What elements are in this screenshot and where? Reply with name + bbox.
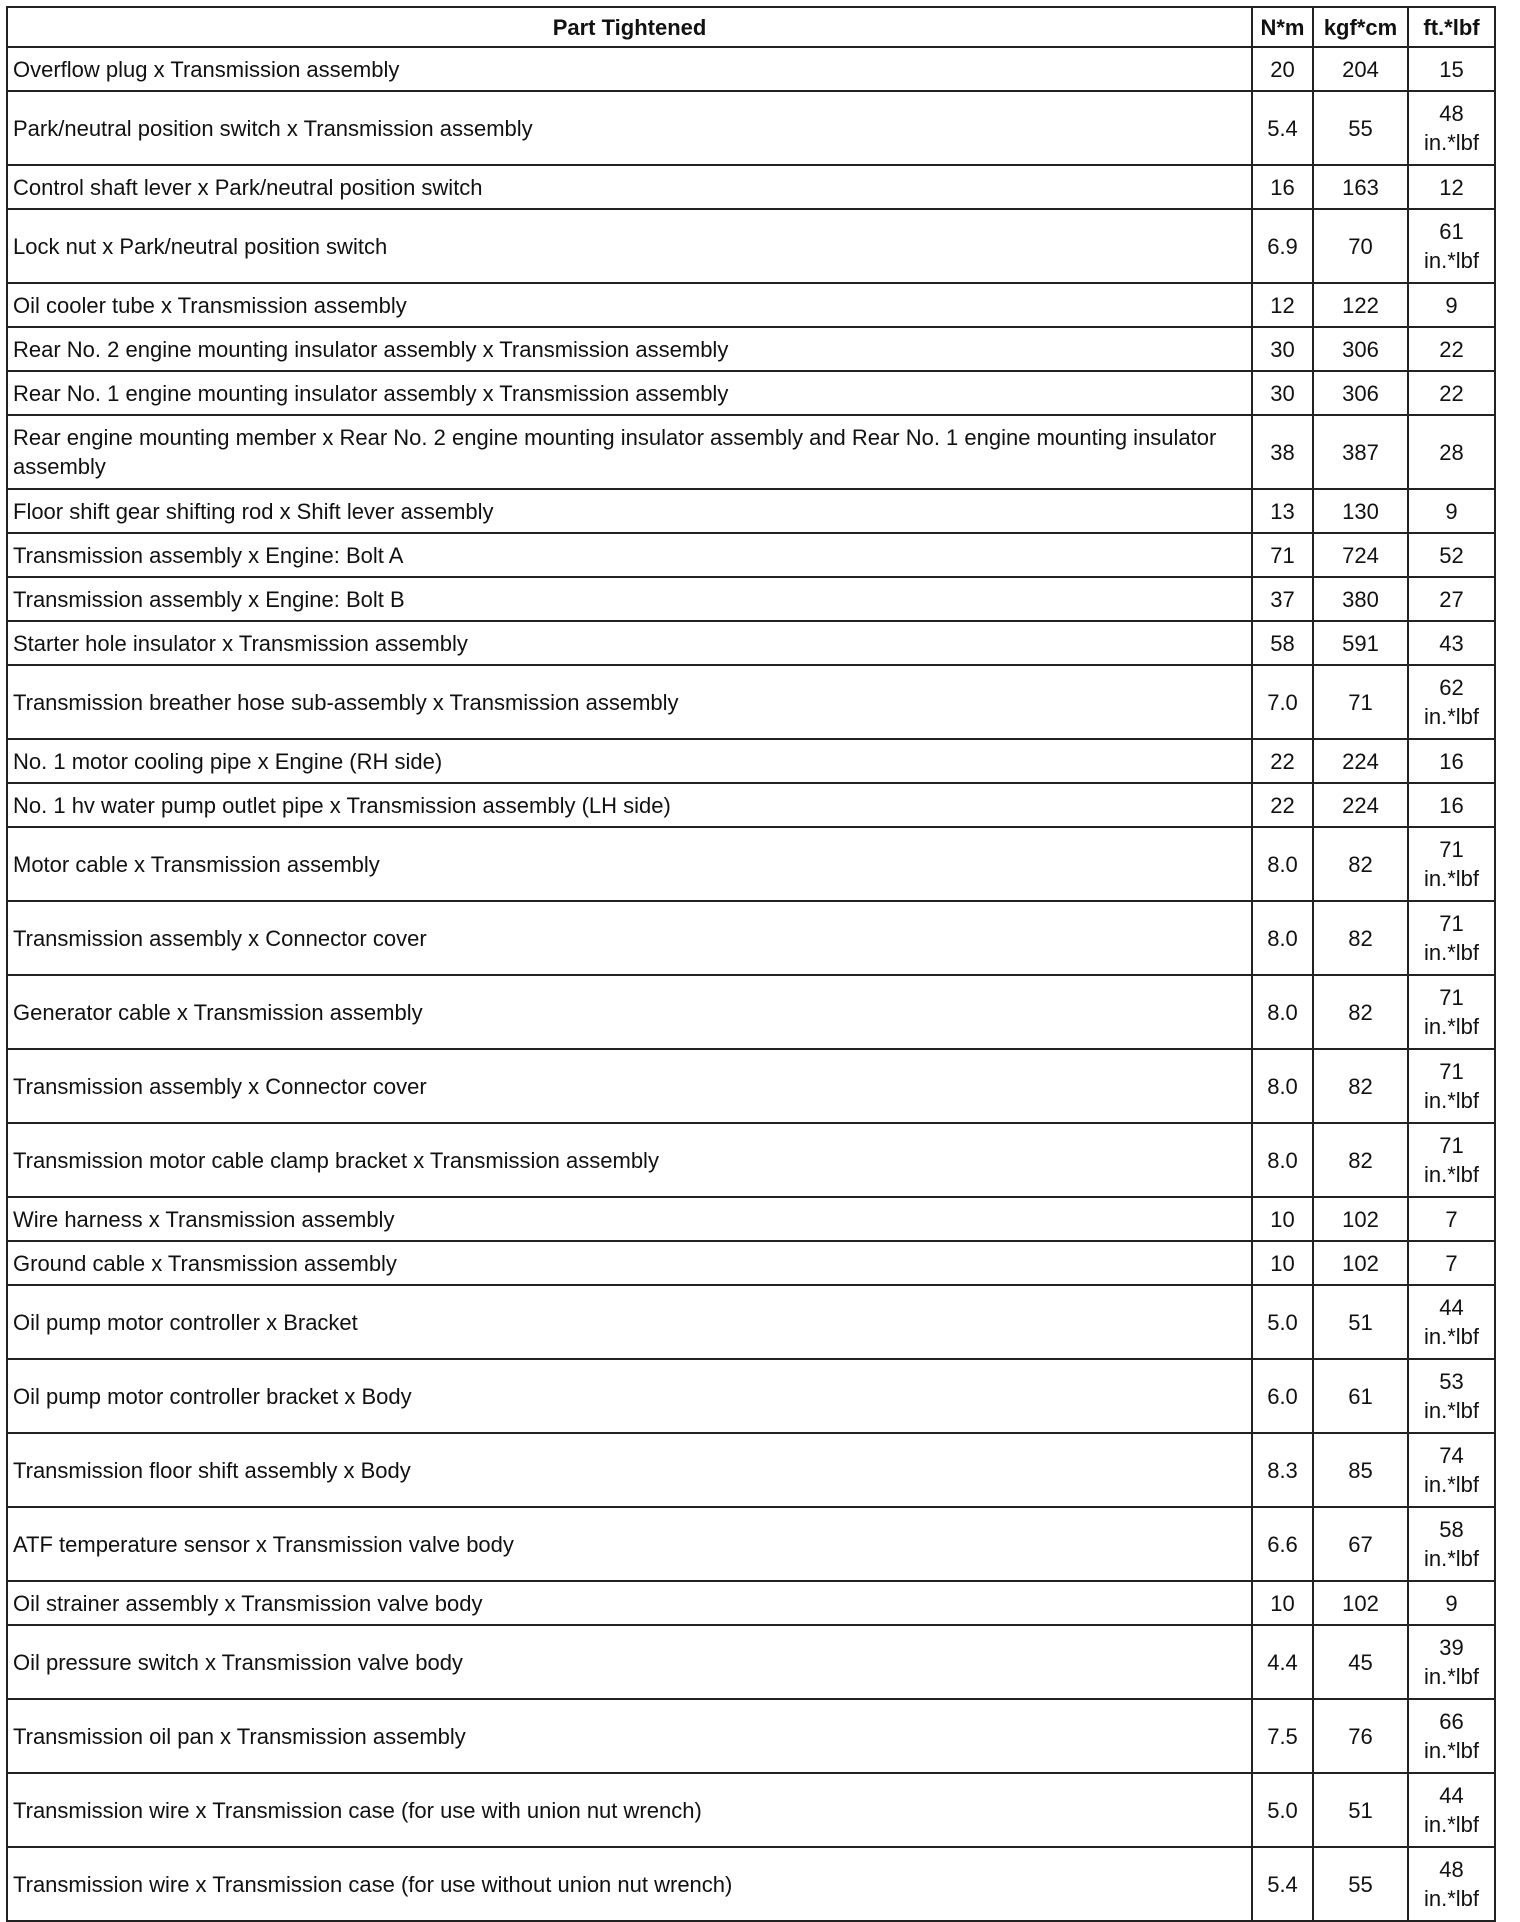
table-row	[7, 327, 1495, 371]
table-row	[7, 665, 1495, 739]
ft-lbf-value-cell	[1408, 975, 1495, 1049]
torque-specification-table	[6, 6, 1496, 1922]
header-nm: N*m	[1252, 7, 1313, 47]
torque-value: 12	[1439, 174, 1464, 200]
part-tightened-cell: Oil cooler tube x Transmission assembly	[7, 283, 1252, 327]
nm-value-cell: 8.3	[1252, 1433, 1313, 1507]
kgf-cm-value-cell: 67	[1313, 1507, 1408, 1581]
kgf-cm-value-cell: 55	[1313, 1847, 1408, 1921]
part-tightened-cell: Transmission wire x Transmission case (for use without union nut wrench)	[7, 1847, 1252, 1921]
table-row	[7, 1699, 1495, 1773]
table-row	[7, 1433, 1495, 1507]
torque-value: 62	[1439, 675, 1464, 700]
nm-value-cell: 6.9	[1252, 209, 1313, 283]
torque-value: 44	[1439, 1783, 1464, 1808]
ft-lbf-value-cell	[1408, 739, 1495, 783]
part-tightened-cell: Oil pump motor controller x Bracket	[7, 1285, 1252, 1359]
kgf-cm-value-cell: 163	[1313, 165, 1408, 209]
torque-value: 16	[1439, 748, 1464, 774]
kgf-cm-value-cell: 102	[1313, 1581, 1408, 1625]
ft-lbf-value-cell	[1408, 1433, 1495, 1507]
table-row	[7, 1285, 1495, 1359]
part-tightened-cell: Transmission floor shift assembly x Body	[7, 1433, 1252, 1507]
ft-lbf-value-cell	[1408, 901, 1495, 975]
kgf-cm-value-cell: 70	[1313, 209, 1408, 283]
header-kgf-cm: kgf*cm	[1313, 7, 1408, 47]
table-row	[7, 165, 1495, 209]
ft-lbf-value-cell	[1408, 371, 1495, 415]
torque-value: 48	[1439, 101, 1464, 126]
kgf-cm-value-cell: 61	[1313, 1359, 1408, 1433]
nm-value-cell: 58	[1252, 621, 1313, 665]
ft-lbf-value-cell	[1408, 827, 1495, 901]
nm-value-cell: 5.0	[1252, 1773, 1313, 1847]
torque-value: 9	[1445, 1590, 1458, 1616]
ft-lbf-value-cell	[1408, 47, 1495, 91]
table-row	[7, 209, 1495, 283]
kgf-cm-value-cell: 224	[1313, 739, 1408, 783]
nm-value-cell: 12	[1252, 283, 1313, 327]
torque-unit-label: in.*lbf	[1423, 1162, 1480, 1187]
torque-unit-label: in.*lbf	[1423, 866, 1480, 891]
torque-value: 43	[1439, 630, 1464, 656]
part-tightened-cell: Transmission assembly x Connector cover	[7, 1049, 1252, 1123]
ft-lbf-value-cell	[1408, 91, 1495, 165]
ft-lbf-value-cell	[1408, 415, 1495, 489]
kgf-cm-value-cell: 82	[1313, 1123, 1408, 1197]
torque-value: 71	[1439, 1133, 1464, 1158]
table-row	[7, 739, 1495, 783]
part-tightened-cell: Rear engine mounting member x Rear No. 2 engine mounting insulator assembly and Rear No. 1 engine mounting insulator assembly	[7, 415, 1252, 489]
torque-unit-label: in.*lbf	[1423, 1014, 1480, 1039]
nm-value-cell: 6.0	[1252, 1359, 1313, 1433]
torque-unit-label: in.*lbf	[1423, 1546, 1480, 1571]
part-tightened-cell: Overflow plug x Transmission assembly	[7, 47, 1252, 91]
table-row	[7, 975, 1495, 1049]
kgf-cm-value-cell: 380	[1313, 577, 1408, 621]
torque-value: 9	[1445, 292, 1458, 318]
ft-lbf-value-cell	[1408, 533, 1495, 577]
nm-value-cell: 5.0	[1252, 1285, 1313, 1359]
kgf-cm-value-cell: 82	[1313, 1049, 1408, 1123]
torque-value: 53	[1439, 1369, 1464, 1394]
table-row	[7, 577, 1495, 621]
part-tightened-cell: Transmission assembly x Connector cover	[7, 901, 1252, 975]
table-body	[7, 47, 1495, 1921]
nm-value-cell: 22	[1252, 739, 1313, 783]
nm-value-cell: 10	[1252, 1241, 1313, 1285]
nm-value-cell: 22	[1252, 783, 1313, 827]
nm-value-cell: 30	[1252, 371, 1313, 415]
ft-lbf-value-cell	[1408, 1581, 1495, 1625]
nm-value-cell: 30	[1252, 327, 1313, 371]
part-tightened-cell: Transmission motor cable clamp bracket x Transmission assembly	[7, 1123, 1252, 1197]
ft-lbf-value-cell	[1408, 783, 1495, 827]
part-tightened-cell: Rear No. 1 engine mounting insulator assembly x Transmission assembly	[7, 371, 1252, 415]
table-row	[7, 827, 1495, 901]
part-tightened-cell: Ground cable x Transmission assembly	[7, 1241, 1252, 1285]
kgf-cm-value-cell: 102	[1313, 1197, 1408, 1241]
kgf-cm-value-cell: 51	[1313, 1285, 1408, 1359]
torque-value: 58	[1439, 1517, 1464, 1542]
torque-value: 9	[1445, 498, 1458, 524]
table-row	[7, 1241, 1495, 1285]
header-part-tightened: Part Tightened	[7, 7, 1252, 47]
nm-value-cell: 4.4	[1252, 1625, 1313, 1699]
table-row	[7, 901, 1495, 975]
part-tightened-cell: Wire harness x Transmission assembly	[7, 1197, 1252, 1241]
table-row	[7, 489, 1495, 533]
ft-lbf-value-cell	[1408, 1241, 1495, 1285]
nm-value-cell: 8.0	[1252, 827, 1313, 901]
part-tightened-cell: Floor shift gear shifting rod x Shift lever assembly	[7, 489, 1252, 533]
torque-unit-label: in.*lbf	[1423, 1664, 1480, 1689]
part-tightened-cell: ATF temperature sensor x Transmission valve body	[7, 1507, 1252, 1581]
table-row	[7, 91, 1495, 165]
part-tightened-cell: Transmission wire x Transmission case (for use with union nut wrench)	[7, 1773, 1252, 1847]
nm-value-cell: 71	[1252, 533, 1313, 577]
table-row	[7, 1773, 1495, 1847]
table-row	[7, 1359, 1495, 1433]
kgf-cm-value-cell: 102	[1313, 1241, 1408, 1285]
table-row	[7, 533, 1495, 577]
torque-value: 52	[1439, 542, 1464, 568]
nm-value-cell: 10	[1252, 1197, 1313, 1241]
torque-value: 39	[1439, 1635, 1464, 1660]
kgf-cm-value-cell: 387	[1313, 415, 1408, 489]
ft-lbf-value-cell	[1408, 1123, 1495, 1197]
torque-value: 7	[1445, 1206, 1458, 1232]
part-tightened-cell: Starter hole insulator x Transmission assembly	[7, 621, 1252, 665]
kgf-cm-value-cell: 82	[1313, 975, 1408, 1049]
nm-value-cell: 8.0	[1252, 1049, 1313, 1123]
torque-value: 48	[1439, 1857, 1464, 1882]
part-tightened-cell: No. 1 motor cooling pipe x Engine (RH side)	[7, 739, 1252, 783]
torque-unit-label: in.*lbf	[1423, 1088, 1480, 1113]
kgf-cm-value-cell: 724	[1313, 533, 1408, 577]
table-row	[7, 1123, 1495, 1197]
torque-unit-label: in.*lbf	[1423, 704, 1480, 729]
table-row	[7, 621, 1495, 665]
ft-lbf-value-cell	[1408, 327, 1495, 371]
part-tightened-cell: Rear No. 2 engine mounting insulator assembly x Transmission assembly	[7, 327, 1252, 371]
ft-lbf-value-cell	[1408, 1049, 1495, 1123]
part-tightened-cell: Control shaft lever x Park/neutral position switch	[7, 165, 1252, 209]
kgf-cm-value-cell: 224	[1313, 783, 1408, 827]
torque-unit-label: in.*lbf	[1423, 130, 1480, 155]
kgf-cm-value-cell: 82	[1313, 901, 1408, 975]
ft-lbf-value-cell	[1408, 209, 1495, 283]
nm-value-cell: 5.4	[1252, 1847, 1313, 1921]
torque-value: 27	[1439, 586, 1464, 612]
part-tightened-cell: Oil strainer assembly x Transmission valve body	[7, 1581, 1252, 1625]
kgf-cm-value-cell: 122	[1313, 283, 1408, 327]
kgf-cm-value-cell: 591	[1313, 621, 1408, 665]
ft-lbf-value-cell	[1408, 1285, 1495, 1359]
nm-value-cell: 5.4	[1252, 91, 1313, 165]
nm-value-cell: 7.0	[1252, 665, 1313, 739]
table-row	[7, 283, 1495, 327]
ft-lbf-value-cell	[1408, 1359, 1495, 1433]
table-row	[7, 1581, 1495, 1625]
nm-value-cell: 8.0	[1252, 901, 1313, 975]
kgf-cm-value-cell: 71	[1313, 665, 1408, 739]
part-tightened-cell: No. 1 hv water pump outlet pipe x Transmission assembly (LH side)	[7, 783, 1252, 827]
torque-value: 15	[1439, 56, 1464, 82]
torque-value: 7	[1445, 1250, 1458, 1276]
part-tightened-cell: Transmission oil pan x Transmission assembly	[7, 1699, 1252, 1773]
ft-lbf-value-cell	[1408, 1197, 1495, 1241]
part-tightened-cell: Lock nut x Park/neutral position switch	[7, 209, 1252, 283]
table-row	[7, 415, 1495, 489]
torque-value: 71	[1439, 837, 1464, 862]
torque-unit-label: in.*lbf	[1423, 1324, 1480, 1349]
table-row	[7, 371, 1495, 415]
part-tightened-cell: Oil pressure switch x Transmission valve body	[7, 1625, 1252, 1699]
table-row	[7, 1847, 1495, 1921]
torque-value: 71	[1439, 1059, 1464, 1084]
header-ft-lbf: ft.*lbf	[1408, 7, 1495, 47]
nm-value-cell: 38	[1252, 415, 1313, 489]
torque-value: 22	[1439, 336, 1464, 362]
kgf-cm-value-cell: 55	[1313, 91, 1408, 165]
part-tightened-cell: Park/neutral position switch x Transmission assembly	[7, 91, 1252, 165]
ft-lbf-value-cell	[1408, 283, 1495, 327]
kgf-cm-value-cell: 130	[1313, 489, 1408, 533]
ft-lbf-value-cell	[1408, 165, 1495, 209]
kgf-cm-value-cell: 51	[1313, 1773, 1408, 1847]
nm-value-cell: 6.6	[1252, 1507, 1313, 1581]
part-tightened-cell: Transmission breather hose sub-assembly x Transmission assembly	[7, 665, 1252, 739]
torque-unit-label: in.*lbf	[1423, 1738, 1480, 1763]
table-row	[7, 47, 1495, 91]
kgf-cm-value-cell: 306	[1313, 371, 1408, 415]
part-tightened-cell: Generator cable x Transmission assembly	[7, 975, 1252, 1049]
kgf-cm-value-cell: 85	[1313, 1433, 1408, 1507]
torque-unit-label: in.*lbf	[1423, 1472, 1480, 1497]
ft-lbf-value-cell	[1408, 1507, 1495, 1581]
ft-lbf-value-cell	[1408, 1847, 1495, 1921]
torque-unit-label: in.*lbf	[1423, 1398, 1480, 1423]
ft-lbf-value-cell	[1408, 1773, 1495, 1847]
torque-value: 66	[1439, 1709, 1464, 1734]
ft-lbf-value-cell	[1408, 665, 1495, 739]
part-tightened-cell: Transmission assembly x Engine: Bolt A	[7, 533, 1252, 577]
table-row	[7, 1625, 1495, 1699]
nm-value-cell: 37	[1252, 577, 1313, 621]
torque-value: 22	[1439, 380, 1464, 406]
torque-value: 71	[1439, 985, 1464, 1010]
torque-unit-label: in.*lbf	[1423, 1812, 1480, 1837]
torque-value: 16	[1439, 792, 1464, 818]
part-tightened-cell: Transmission assembly x Engine: Bolt B	[7, 577, 1252, 621]
nm-value-cell: 10	[1252, 1581, 1313, 1625]
torque-unit-label: in.*lbf	[1423, 940, 1480, 965]
ft-lbf-value-cell	[1408, 1625, 1495, 1699]
table-row	[7, 1507, 1495, 1581]
ft-lbf-value-cell	[1408, 621, 1495, 665]
table-row	[7, 1197, 1495, 1241]
torque-value: 28	[1439, 439, 1464, 465]
kgf-cm-value-cell: 306	[1313, 327, 1408, 371]
torque-unit-label: in.*lbf	[1423, 248, 1480, 273]
ft-lbf-value-cell	[1408, 577, 1495, 621]
kgf-cm-value-cell: 204	[1313, 47, 1408, 91]
kgf-cm-value-cell: 82	[1313, 827, 1408, 901]
part-tightened-cell: Oil pump motor controller bracket x Body	[7, 1359, 1252, 1433]
table-row	[7, 783, 1495, 827]
torque-value: 61	[1439, 219, 1464, 244]
torque-unit-label: in.*lbf	[1423, 1886, 1480, 1911]
nm-value-cell: 20	[1252, 47, 1313, 91]
torque-value: 44	[1439, 1295, 1464, 1320]
ft-lbf-value-cell	[1408, 1699, 1495, 1773]
nm-value-cell: 7.5	[1252, 1699, 1313, 1773]
torque-value: 74	[1439, 1443, 1464, 1468]
torque-value: 71	[1439, 911, 1464, 936]
header-row	[7, 7, 1495, 47]
kgf-cm-value-cell: 45	[1313, 1625, 1408, 1699]
ft-lbf-value-cell	[1408, 489, 1495, 533]
nm-value-cell: 16	[1252, 165, 1313, 209]
nm-value-cell: 13	[1252, 489, 1313, 533]
part-tightened-cell: Motor cable x Transmission assembly	[7, 827, 1252, 901]
nm-value-cell: 8.0	[1252, 975, 1313, 1049]
nm-value-cell: 8.0	[1252, 1123, 1313, 1197]
kgf-cm-value-cell: 76	[1313, 1699, 1408, 1773]
table-row	[7, 1049, 1495, 1123]
